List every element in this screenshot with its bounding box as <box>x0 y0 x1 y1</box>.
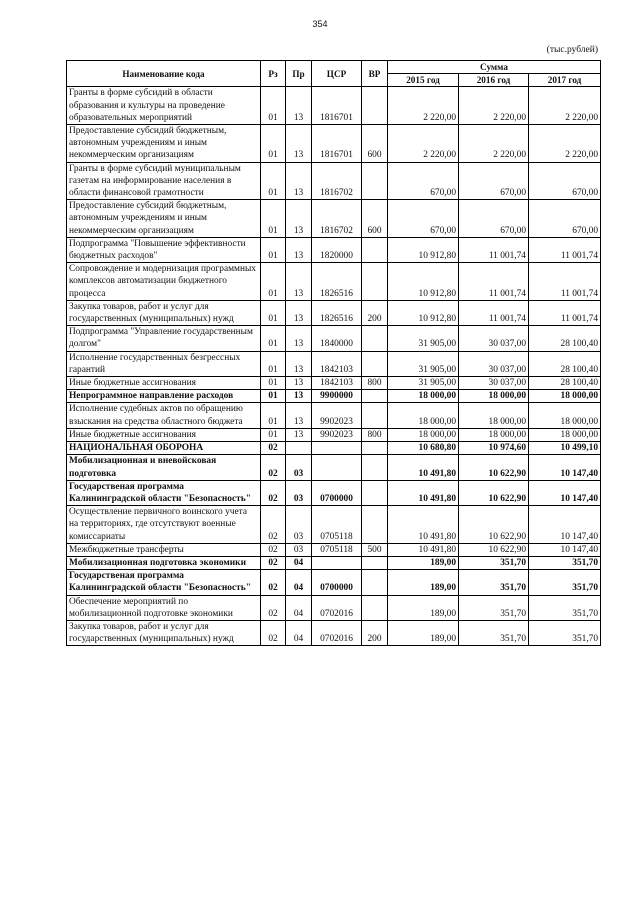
cell-name: Закупка товаров, работ и услуг для государственных (муниципальных) нужд <box>67 300 261 325</box>
table-row <box>67 162 601 200</box>
table-row <box>67 403 601 428</box>
cell-pr: 13 <box>286 326 312 351</box>
table-row <box>67 595 601 620</box>
cell-2017: 351,70 <box>529 556 601 569</box>
cell-name: Гранты в форме субсидий в области образования и культуры на проведение образовательных мероприятий <box>67 87 261 125</box>
cell-vr <box>362 326 388 351</box>
cell-vr <box>362 506 388 544</box>
cell-2016: 2 220,00 <box>459 125 529 163</box>
cell-2016: 670,00 <box>459 200 529 238</box>
cell-pr: 04 <box>286 570 312 595</box>
cell-2017: 28 100,40 <box>529 351 601 376</box>
cell-csr: 0705118 <box>312 543 362 556</box>
cell-2017: 11 001,74 <box>529 237 601 262</box>
col-header-csr: ЦСР <box>312 61 362 87</box>
cell-csr: 1816701 <box>312 125 362 163</box>
cell-pr: 13 <box>286 125 312 163</box>
cell-vr <box>362 162 388 200</box>
cell-pr: 13 <box>286 390 312 403</box>
cell-pr: 13 <box>286 87 312 125</box>
cell-2017: 18 000,00 <box>529 390 601 403</box>
cell-2017: 351,70 <box>529 620 601 645</box>
cell-csr: 1820000 <box>312 237 362 262</box>
col-header-vr: ВР <box>362 61 388 87</box>
col-header-2017: 2017 год <box>529 74 601 87</box>
cell-name: Обеспечение мероприятий по мобилизационной подготовке экономики <box>67 595 261 620</box>
cell-pr: 13 <box>286 162 312 200</box>
cell-name: Осуществление первичного воинского учета на территориях, где отсутствуют военные комиссариаты <box>67 506 261 544</box>
cell-2015: 10 491,80 <box>388 455 459 480</box>
cell-rz: 01 <box>261 326 286 351</box>
cell-pr: 13 <box>286 200 312 238</box>
cell-csr: 1840000 <box>312 326 362 351</box>
cell-2017: 670,00 <box>529 162 601 200</box>
cell-pr: 13 <box>286 377 312 390</box>
cell-name: Исполнение государственных безгрессных гарантий <box>67 351 261 376</box>
cell-rz: 02 <box>261 543 286 556</box>
cell-2016: 10 622,90 <box>459 543 529 556</box>
table-row <box>67 428 601 441</box>
cell-2017: 2 220,00 <box>529 87 601 125</box>
cell-2016: 18 000,00 <box>459 403 529 428</box>
col-header-2016: 2016 год <box>459 74 529 87</box>
cell-2017: 11 001,74 <box>529 300 601 325</box>
cell-rz: 01 <box>261 377 286 390</box>
cell-2017: 10 147,40 <box>529 506 601 544</box>
cell-rz: 02 <box>261 442 286 455</box>
table-row <box>67 556 601 569</box>
cell-pr: 03 <box>286 506 312 544</box>
cell-2016: 10 622,90 <box>459 455 529 480</box>
cell-2016: 11 001,74 <box>459 237 529 262</box>
table-row <box>67 506 601 544</box>
cell-2016: 30 037,00 <box>459 351 529 376</box>
table-body <box>67 87 601 646</box>
cell-2016: 670,00 <box>459 162 529 200</box>
cell-2015: 189,00 <box>388 556 459 569</box>
cell-name: Государственая программа Калининградской области "Безопасность" <box>67 570 261 595</box>
table-row <box>67 480 601 505</box>
cell-rz: 01 <box>261 403 286 428</box>
col-header-sum: Сумма <box>388 61 601 74</box>
cell-name: Государственая программа Калининградской области "Безопасность" <box>67 480 261 505</box>
cell-csr: 1826516 <box>312 300 362 325</box>
cell-pr: 03 <box>286 480 312 505</box>
cell-2017: 351,70 <box>529 570 601 595</box>
cell-2017: 2 220,00 <box>529 125 601 163</box>
cell-2017: 18 000,00 <box>529 428 601 441</box>
cell-2016: 2 220,00 <box>459 87 529 125</box>
cell-csr: 0702016 <box>312 620 362 645</box>
cell-2015: 10 912,80 <box>388 237 459 262</box>
cell-name: Подпрограмма "Управление государственным долгом" <box>67 326 261 351</box>
cell-name: Иные бюджетные ассигнования <box>67 377 261 390</box>
cell-name: Исполнение судебных актов по обращению взыскания на средства областного бюджета <box>67 403 261 428</box>
header-row <box>67 61 601 74</box>
cell-rz: 01 <box>261 162 286 200</box>
cell-2015: 2 220,00 <box>388 87 459 125</box>
table-row <box>67 377 601 390</box>
cell-vr <box>362 390 388 403</box>
cell-2015: 10 491,80 <box>388 506 459 544</box>
cell-rz: 02 <box>261 480 286 505</box>
cell-csr: 0700000 <box>312 570 362 595</box>
cell-rz: 02 <box>261 620 286 645</box>
cell-csr: 1826516 <box>312 263 362 301</box>
cell-2016: 10 622,90 <box>459 480 529 505</box>
cell-vr: 200 <box>362 300 388 325</box>
col-header-2015: 2015 год <box>388 74 459 87</box>
cell-2015: 189,00 <box>388 620 459 645</box>
cell-2016: 18 000,00 <box>459 428 529 441</box>
cell-vr <box>362 351 388 376</box>
cell-2015: 10 912,80 <box>388 300 459 325</box>
table-row <box>67 300 601 325</box>
units-label: (тыс.рублей) <box>546 45 598 55</box>
cell-2015: 18 000,00 <box>388 390 459 403</box>
cell-vr: 800 <box>362 428 388 441</box>
cell-name: НАЦИОНАЛЬНАЯ ОБОРОНА <box>67 442 261 455</box>
cell-csr <box>312 442 362 455</box>
cell-2017: 670,00 <box>529 200 601 238</box>
table-row <box>67 326 601 351</box>
cell-2016: 10 974,60 <box>459 442 529 455</box>
cell-2017: 11 001,74 <box>529 263 601 301</box>
cell-2017: 28 100,40 <box>529 326 601 351</box>
cell-csr: 0705118 <box>312 506 362 544</box>
cell-csr <box>312 556 362 569</box>
cell-name: Гранты в форме субсидий муниципальным газетам на информирование населения в области финансовой грамотности <box>67 162 261 200</box>
cell-2016: 351,70 <box>459 570 529 595</box>
cell-2017: 18 000,00 <box>529 403 601 428</box>
page-number: 354 <box>312 19 328 29</box>
cell-csr: 1816702 <box>312 162 362 200</box>
cell-2016: 351,70 <box>459 556 529 569</box>
cell-2015: 18 000,00 <box>388 428 459 441</box>
table-row <box>67 620 601 645</box>
col-header-rz: Рз <box>261 61 286 87</box>
cell-rz: 02 <box>261 506 286 544</box>
cell-2017: 28 100,40 <box>529 377 601 390</box>
cell-2017: 10 499,10 <box>529 442 601 455</box>
cell-2015: 10 680,80 <box>388 442 459 455</box>
cell-2016: 30 037,00 <box>459 377 529 390</box>
table-row <box>67 263 601 301</box>
table-row <box>67 87 601 125</box>
cell-name: Мобилизационная и вневойсковая подготовка <box>67 455 261 480</box>
cell-vr <box>362 455 388 480</box>
cell-pr: 13 <box>286 300 312 325</box>
cell-csr: 1816701 <box>312 87 362 125</box>
cell-vr: 800 <box>362 377 388 390</box>
cell-rz: 02 <box>261 556 286 569</box>
col-header-name: Наименование кода <box>67 61 261 87</box>
cell-csr: 1842103 <box>312 377 362 390</box>
cell-name: Предоставление субсидий бюджетным, автономным учреждениям и иным некоммерческим организациям <box>67 200 261 238</box>
cell-2016: 351,70 <box>459 620 529 645</box>
cell-rz: 02 <box>261 570 286 595</box>
cell-rz: 01 <box>261 263 286 301</box>
cell-pr: 04 <box>286 620 312 645</box>
cell-2016: 11 001,74 <box>459 263 529 301</box>
cell-rz: 01 <box>261 125 286 163</box>
cell-pr: 13 <box>286 351 312 376</box>
cell-2017: 10 147,40 <box>529 455 601 480</box>
cell-rz: 02 <box>261 455 286 480</box>
cell-2015: 670,00 <box>388 162 459 200</box>
table-row <box>67 390 601 403</box>
cell-name: Непрограммное направление расходов <box>67 390 261 403</box>
cell-vr: 500 <box>362 543 388 556</box>
cell-2016: 10 622,90 <box>459 506 529 544</box>
cell-2015: 31 905,00 <box>388 326 459 351</box>
cell-vr <box>362 403 388 428</box>
table-row <box>67 455 601 480</box>
cell-2015: 670,00 <box>388 200 459 238</box>
cell-2017: 10 147,40 <box>529 543 601 556</box>
cell-csr: 9900000 <box>312 390 362 403</box>
cell-2016: 11 001,74 <box>459 300 529 325</box>
cell-pr: 13 <box>286 263 312 301</box>
cell-2017: 10 147,40 <box>529 480 601 505</box>
cell-vr <box>362 442 388 455</box>
cell-2017: 351,70 <box>529 595 601 620</box>
cell-csr: 9902023 <box>312 428 362 441</box>
cell-pr: 13 <box>286 237 312 262</box>
cell-vr <box>362 556 388 569</box>
cell-csr: 1816702 <box>312 200 362 238</box>
budget-table <box>66 60 601 646</box>
cell-2015: 31 905,00 <box>388 377 459 390</box>
cell-pr: 03 <box>286 543 312 556</box>
cell-2015: 189,00 <box>388 595 459 620</box>
cell-name: Подпрограмма "Повышение эффективности бюджетных расходов" <box>67 237 261 262</box>
cell-2016: 18 000,00 <box>459 390 529 403</box>
cell-pr: 04 <box>286 556 312 569</box>
cell-pr: 04 <box>286 595 312 620</box>
cell-2015: 10 491,80 <box>388 543 459 556</box>
table-row <box>67 200 601 238</box>
cell-pr: 03 <box>286 455 312 480</box>
cell-rz: 01 <box>261 300 286 325</box>
cell-2015: 10 491,80 <box>388 480 459 505</box>
cell-pr: 13 <box>286 403 312 428</box>
col-header-pr: Пр <box>286 61 312 87</box>
cell-rz: 01 <box>261 351 286 376</box>
table-row <box>67 442 601 455</box>
cell-name: Предоставление субсидий бюджетным, автономным учреждениям и иным некоммерческим организациям <box>67 125 261 163</box>
cell-rz: 02 <box>261 595 286 620</box>
cell-2015: 10 912,80 <box>388 263 459 301</box>
cell-vr: 600 <box>362 125 388 163</box>
cell-pr: 13 <box>286 428 312 441</box>
cell-csr: 9902023 <box>312 403 362 428</box>
cell-rz: 01 <box>261 390 286 403</box>
cell-csr: 1842103 <box>312 351 362 376</box>
table-row <box>67 237 601 262</box>
cell-name: Иные бюджетные ассигнования <box>67 428 261 441</box>
cell-vr <box>362 237 388 262</box>
table-row <box>67 543 601 556</box>
cell-name: Закупка товаров, работ и услуг для государственных (муниципальных) нужд <box>67 620 261 645</box>
table-row <box>67 570 601 595</box>
cell-vr <box>362 263 388 301</box>
cell-name: Мобилизационная подготовка экономики <box>67 556 261 569</box>
table-row <box>67 351 601 376</box>
cell-pr <box>286 442 312 455</box>
cell-vr <box>362 87 388 125</box>
cell-2015: 18 000,00 <box>388 403 459 428</box>
cell-csr <box>312 455 362 480</box>
cell-vr: 200 <box>362 620 388 645</box>
cell-vr <box>362 595 388 620</box>
table-row <box>67 125 601 163</box>
cell-rz: 01 <box>261 237 286 262</box>
cell-rz: 01 <box>261 87 286 125</box>
cell-name: Межбюджетные трансферты <box>67 543 261 556</box>
cell-2015: 2 220,00 <box>388 125 459 163</box>
cell-vr: 600 <box>362 200 388 238</box>
cell-2016: 30 037,00 <box>459 326 529 351</box>
cell-2015: 31 905,00 <box>388 351 459 376</box>
cell-2016: 351,70 <box>459 595 529 620</box>
cell-vr <box>362 570 388 595</box>
cell-rz: 01 <box>261 428 286 441</box>
cell-csr: 0700000 <box>312 480 362 505</box>
cell-rz: 01 <box>261 200 286 238</box>
cell-2015: 189,00 <box>388 570 459 595</box>
cell-csr: 0702016 <box>312 595 362 620</box>
cell-vr <box>362 480 388 505</box>
cell-name: Сопровождение и модернизация программных комплексов автоматизации бюджетного процесса <box>67 263 261 301</box>
